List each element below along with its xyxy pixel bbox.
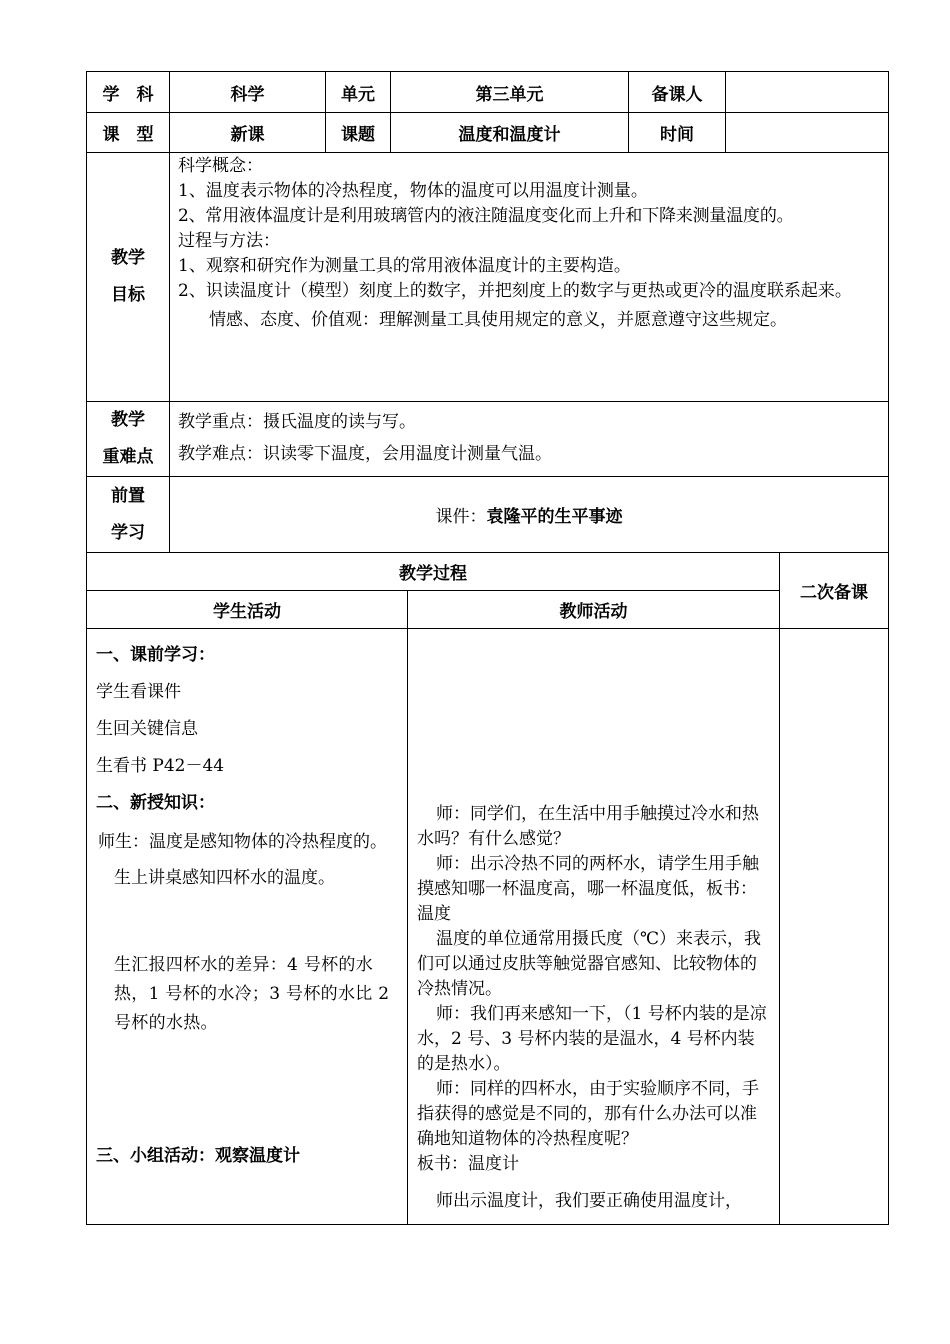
student-paragraph: 生上讲桌感知四杯水的温度。 <box>114 868 335 888</box>
second-prep-header: 二次备课 <box>780 553 889 629</box>
goals-label-line1: 教学 <box>111 248 145 268</box>
time-label: 时间 <box>629 113 726 153</box>
type-label: 课 型 <box>87 113 170 153</box>
student-paragraph: 生汇报四杯水的差异：4 号杯的水热，1 号杯的水冷；3 号杯的水比 2 号杯的水热。 <box>114 955 390 1033</box>
preview-prefix: 课件： <box>435 507 487 527</box>
preview-topic: 袁隆平的生平事迹 <box>486 507 623 527</box>
preview-content <box>170 477 889 553</box>
goal-line: 过程与方法： <box>178 231 280 251</box>
time-value <box>726 113 889 153</box>
preview-label-line1: 前置 <box>111 485 145 506</box>
unit-value: 第三单元 <box>391 72 629 113</box>
hard-point: 教学难点：识读零下温度，会用温度计测量气温。 <box>178 444 552 464</box>
student-paragraph: 师生：温度是感知物体的冷热程度的。 <box>98 832 387 852</box>
preparer-value <box>726 72 889 113</box>
section-title: 二、新授知识： <box>96 793 215 813</box>
student-item: 学生看课件 <box>96 682 181 702</box>
process-title: 教学过程 <box>87 553 780 591</box>
difficulty-label <box>87 402 170 477</box>
student-activity-header: 学生活动 <box>87 591 408 629</box>
teacher-paragraph: 板书：温度计 <box>417 1154 519 1174</box>
student-item: 生看书 P42－44 <box>96 756 225 776</box>
section-title: 三、小组活动：观察温度计 <box>96 1146 300 1166</box>
teacher-paragraph: 师：出示冷热不同的两杯水，请学生用手触摸感知哪一杯温度高，哪一杯温度低，板书：温度 <box>417 854 759 924</box>
preparer-label: 备课人 <box>629 72 726 113</box>
goal-line: 1、温度表示物体的冷热程度，物体的温度可以用温度计测量。 <box>178 181 648 201</box>
goal-line: 2、识读温度计（模型）刻度上的数字，并把刻度上的数字与更热或更冷的温度联系起来。 <box>178 281 852 301</box>
student-item: 生回关键信息 <box>96 719 198 739</box>
subject-label: 学 科 <box>87 72 170 113</box>
goals-label <box>87 153 170 402</box>
preview-label-line2: 学习 <box>111 522 145 543</box>
goal-line: 2、常用液体温度计是利用玻璃管内的液注随温度变化而上升和下降来测量温度的。 <box>178 206 794 226</box>
subject-value: 科学 <box>170 72 326 113</box>
difficulty-label-line1: 教学 <box>111 410 145 430</box>
teaching-process-table <box>86 552 889 1225</box>
goals-label-line2: 目标 <box>111 285 145 305</box>
teacher-paragraph: 师：我们再来感知一下，（1 号杯内装的是凉水，2 号、3 号杯内装的是温水，4 号杯内装的是热水）。 <box>417 1004 767 1074</box>
topic-label: 课题 <box>326 113 391 153</box>
goal-line: 情感、态度、价值观：理解测量工具使用规定的意义，并愿意遵守这些规定。 <box>192 310 787 330</box>
goal-line: 1、观察和研究作为测量工具的常用液体温度计的主要构造。 <box>178 256 631 276</box>
lesson-info-table <box>86 71 889 553</box>
key-point: 教学重点：摄氏温度的读与写。 <box>178 412 416 432</box>
teacher-activity-header: 教师活动 <box>408 591 780 629</box>
section-title: 一、课前学习： <box>96 645 215 665</box>
teacher-paragraph: 温度的单位通常用摄氏度（℃）来表示，我们可以通过皮肤等触觉器官感知、比较物体的冷热情况。 <box>417 929 762 999</box>
teacher-paragraph: 师出示温度计，我们要正确使用温度计， <box>436 1191 742 1211</box>
teacher-paragraph: 师：同样的四杯水，由于实验顺序不同，手指获得的感觉是不同的，那有什么办法可以准确地知道物体的冷热程度呢？ <box>417 1079 759 1149</box>
teacher-paragraph: 师：同学们，在生活中用手触摸过冷水和热水吗？有什么感觉？ <box>417 804 759 849</box>
difficulty-content <box>170 402 889 477</box>
preview-label <box>87 477 170 553</box>
unit-label: 单元 <box>326 72 391 113</box>
goals-content <box>170 153 889 402</box>
difficulty-label-line2: 重难点 <box>102 447 154 467</box>
student-activity-cell <box>87 629 408 1225</box>
type-value: 新课 <box>170 113 326 153</box>
second-prep-cell <box>780 629 889 1225</box>
topic-value: 温度和温度计 <box>391 113 629 153</box>
goal-line: 科学概念： <box>178 156 263 176</box>
teacher-activity-cell <box>408 629 780 1225</box>
